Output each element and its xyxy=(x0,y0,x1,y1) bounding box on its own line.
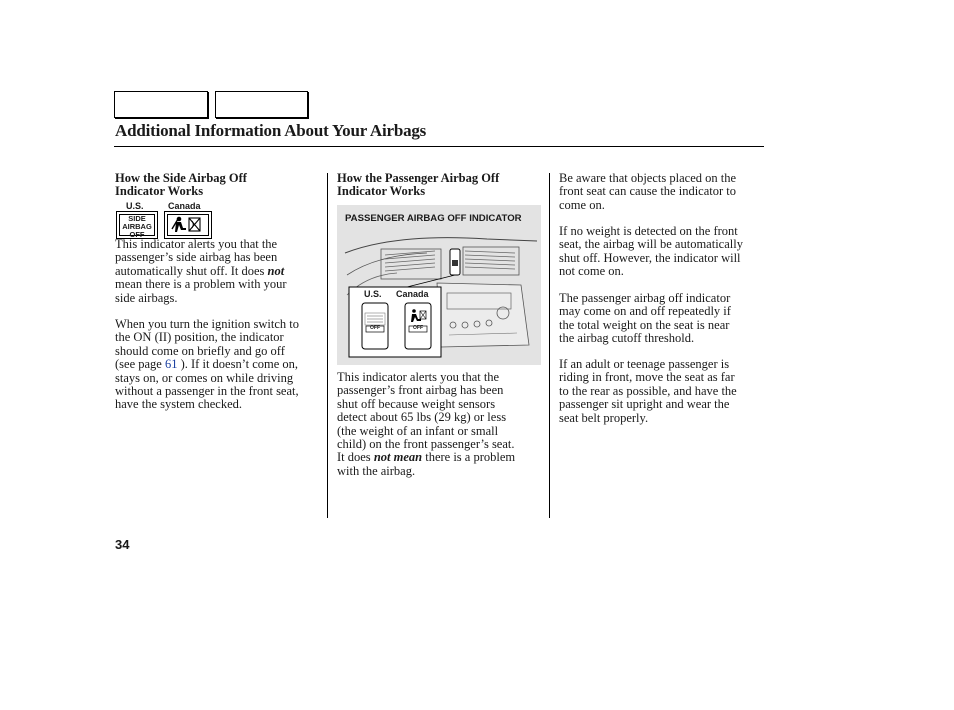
col3-paragraph-4: If an adult or teenage passenger is riding in front, move the seat as far to the rear as possible, and have the passenger sit upright and wear the seat belt properly. xyxy=(559,357,737,425)
col3-paragraph-2: If no weight is detected on the front seat, the airbag will be automatically shut off. However, the indicator will not come on. xyxy=(559,224,743,279)
figure-label-us: U.S. xyxy=(364,289,382,299)
side-airbag-heading: How the Side Airbag Off Indicator Works xyxy=(115,171,247,198)
side-airbag-off-indicator-canada xyxy=(164,211,212,239)
side-airbag-off-indicator-us: SIDE AIRBAG OFF xyxy=(116,211,158,239)
passenger-airbag-heading: How the Passenger Airbag Off Indicator Works xyxy=(337,171,500,198)
page-link-61[interactable]: 61 xyxy=(164,357,178,372)
side-airbag-off-icon xyxy=(168,215,208,235)
figure-off-us: OFF xyxy=(370,325,380,331)
icon-label-us: U.S. xyxy=(126,201,144,211)
nav-box-contents[interactable] xyxy=(114,91,208,118)
column-divider-1 xyxy=(327,173,328,518)
col3-paragraph-1: Be aware that objects placed on the front seat can cause the indicator to come on. xyxy=(559,171,737,212)
icon-label-canada: Canada xyxy=(168,201,201,211)
passenger-airbag-figure xyxy=(337,205,541,365)
figure-off-canada: OFF xyxy=(413,325,423,331)
figure-label-canada: Canada xyxy=(396,289,429,299)
page-title: Additional Information About Your Airbags xyxy=(115,121,427,140)
side-airbag-paragraph-2: When you turn the ignition switch to the ON (II) position, the indicator should come on briefly and go off (see page 61 ). If it doesn’t come on, stays on, or comes on while driving without a passenger in the front seat, have the system checked. xyxy=(115,317,300,412)
dashboard-illustration xyxy=(337,205,541,365)
figure-caption: PASSENGER AIRBAG OFF INDICATOR xyxy=(345,213,522,224)
nav-box-index[interactable] xyxy=(215,91,308,118)
page-number: 34 xyxy=(115,537,130,552)
col3-paragraph-3: The passenger airbag off indicator may come on and off repeatedly if the total weight on the seat is near the airbag cutoff threshold. xyxy=(559,291,731,346)
passenger-airbag-paragraph-1: This indicator alerts you that the passenger’s front airbag has been shut off because weight sensors detect about 65 lbs (29 kg) or less (the weight of an infant or small child) on the front passenger’s seat. It does not mean there is a problem with the airbag. xyxy=(337,370,516,478)
title-rule xyxy=(114,146,764,147)
column-divider-2 xyxy=(549,173,550,518)
side-airbag-paragraph-1: This indicator alerts you that the passenger’s side airbag has been automatically shut off. It does not mean there is a problem with your side airbags. xyxy=(115,237,287,305)
